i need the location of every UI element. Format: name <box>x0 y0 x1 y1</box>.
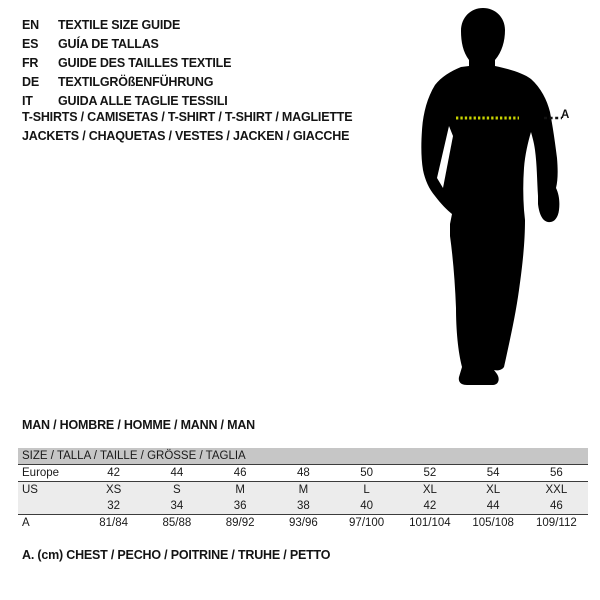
table-row-numeric <box>18 498 588 515</box>
table-row-europe <box>18 465 588 482</box>
man-silhouette-svg <box>395 0 600 410</box>
category-list <box>22 108 352 145</box>
table-cell: XL <box>462 482 525 499</box>
table-cell: 89/92 <box>225 517 255 529</box>
table-cell: 34 <box>145 498 208 515</box>
table-row-us <box>18 482 588 499</box>
table-cell: XL <box>398 482 461 499</box>
language-code: DE <box>22 74 39 89</box>
table-cell: 42 <box>82 465 145 482</box>
language-list <box>22 15 231 110</box>
table-cell: 44 <box>145 465 208 482</box>
table-cell: 36 <box>209 498 272 515</box>
language-code: ES <box>22 36 39 51</box>
table-cell: M <box>272 482 335 499</box>
table-cell: 46 <box>525 498 588 515</box>
table-cell: 56 <box>525 465 588 482</box>
table-cell: 54 <box>462 465 525 482</box>
category-tshirts: T-SHIRTS / CAMISETAS / T-SHIRT / T-SHIRT / MAGLIETTE <box>22 110 353 124</box>
man-silhouette-figure <box>395 0 600 410</box>
table-cell: 109/112 <box>536 517 577 529</box>
table-cell: 81/84 <box>99 517 129 529</box>
language-code: EN <box>22 17 39 32</box>
row-label: Europe <box>18 465 82 482</box>
table-cell: 42 <box>398 498 461 515</box>
language-row-en <box>22 15 231 34</box>
table-cell: 85/88 <box>162 517 192 529</box>
table-cell: S <box>145 482 208 499</box>
language-row-de <box>22 72 231 91</box>
man-silhouette-path <box>421 8 559 385</box>
language-label: GUIDE DES TAILLES TEXTILE <box>58 55 232 70</box>
table-cell: 105/108 <box>472 517 514 529</box>
language-row-es <box>22 34 231 53</box>
table-cell: 40 <box>335 498 398 515</box>
table-cell: XXL <box>525 482 588 499</box>
table-row-chest-cm <box>18 515 588 532</box>
size-table-header-row <box>18 448 588 465</box>
size-table <box>18 448 588 531</box>
table-cell: 52 <box>398 465 461 482</box>
language-code: IT <box>22 93 33 108</box>
table-cell: L <box>335 482 398 499</box>
row-label: A <box>22 517 30 529</box>
language-label: GUIDA ALLE TAGLIE TESSILI <box>58 93 228 108</box>
language-code: FR <box>22 55 39 70</box>
language-row-fr <box>22 53 231 72</box>
table-cell: 101/104 <box>409 517 451 529</box>
table-cell: 46 <box>209 465 272 482</box>
table-cell: XS <box>82 482 145 499</box>
table-cell: 32 <box>82 498 145 515</box>
table-cell: 93/96 <box>288 517 318 529</box>
size-table-header: SIZE / TALLA / TAILLE / GRÖSSE / TAGLIA <box>18 448 588 465</box>
language-label: GUÍA DE TALLAS <box>58 36 159 51</box>
row-label <box>18 498 82 515</box>
language-label: TEXTILE SIZE GUIDE <box>58 17 181 32</box>
language-label: TEXTILGRÖßENFÜHRUNG <box>58 74 214 89</box>
measurement-footnote: A. (cm) CHEST / PECHO / POITRINE / TRUHE / PETTO <box>22 548 331 562</box>
section-title-man: MAN / HOMBRE / HOMME / MANN / MAN <box>22 418 255 432</box>
table-cell: 50 <box>335 465 398 482</box>
table-cell: 44 <box>462 498 525 515</box>
category-jackets: JACKETS / CHAQUETAS / VESTES / JACKEN / GIACCHE <box>22 128 350 143</box>
measurement-a-label: A <box>561 109 570 121</box>
table-cell: 38 <box>272 498 335 515</box>
row-label: US <box>18 482 82 499</box>
table-cell: 48 <box>272 465 335 482</box>
table-cell: 97/100 <box>349 517 385 529</box>
table-cell: M <box>209 482 272 499</box>
